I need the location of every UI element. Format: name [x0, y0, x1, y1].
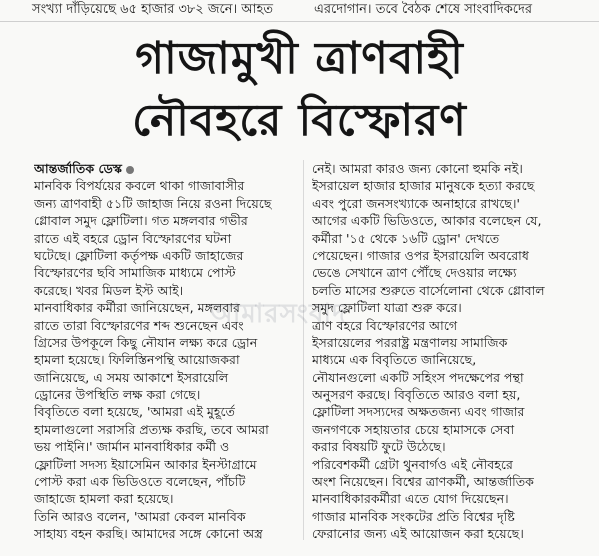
- article-line: আগের একটি ভিডিওতে, আকার বলেছেন যে,: [312, 213, 542, 229]
- top-strip-left-text: সংখ্যা দাঁড়িয়েছে ৬৫ হাজার ৩৮২ জনে। আহত: [32, 2, 274, 17]
- article-line: জনগণকে সহায়তার চেয়ে হামাসকে সেবা: [312, 421, 515, 437]
- watermark: আমারসংবাদ: [210, 299, 347, 329]
- article-line: গ্রিসের উপকূলে কিছু নৌযান লক্ষ্য করে ড্রোন: [34, 334, 258, 350]
- article-line: মানবিক বিপর্যয়ের কবলে থাকা গাজাবাসীর: [34, 178, 245, 194]
- article-line: করার বিষয়টি ফুটে উঠেছে।: [312, 439, 446, 455]
- article-line: তিনি আরও বলেন, 'আমরা কেবল মানবিক: [34, 508, 246, 524]
- headline: [0, 28, 599, 152]
- article-line: মানবাধিকার কর্মীরা জানিয়েছেন, মঙ্গলবার: [34, 300, 240, 316]
- article-line: ভয় পাইনি।' জার্মান মানবাধিকার কর্মী ও: [34, 439, 230, 455]
- article-line: ঘটেছে। ফ্লোটিলা কর্তৃপক্ষ একটি জাহাজের: [34, 247, 244, 263]
- article-line: ফ্লোটিলা সদস্য ইয়াসেমিন আকার ইনস্টাগ্রামে: [34, 456, 257, 472]
- article-line: ফেরানোর জন্য এই আয়োজন করা হয়েছে।: [312, 526, 524, 542]
- byline: আন্তর্জাতিক ডেস্ক: [34, 161, 122, 176]
- article-line: হামলা হয়েছে। ফিলিস্তিনপন্থি আয়োজকরা: [34, 352, 240, 368]
- article-line: গ্লোবাল সমুদ ফ্লোটিলা। গত মঙ্গলবার গভীর: [34, 213, 248, 229]
- article-left-column: [34, 160, 296, 543]
- article-line: জন্য ত্রাণবাহী ৫১টি জাহাজ নিয়ে রওনা দিয়েছে: [34, 195, 272, 211]
- article-line: ভেঙে সেখানে ত্রাণ পৌঁছে দেওয়ার লক্ষ্যে: [312, 265, 517, 281]
- article-line: জানিয়েছে, এ সময় আকাশে ইসরায়েলি: [34, 369, 229, 385]
- article-line: বিস্ফোরণের ছবি সামাজিক মাধ্যমে পোস্ট: [34, 265, 236, 281]
- article-line: ইসরায়েলের পররাষ্ট্র মন্ত্রণালয় সামাজিক: [312, 334, 508, 350]
- article-line: মাধ্যমে এক বিবৃতিতে জানিয়েছে,: [312, 352, 477, 368]
- article-line: এবং পুরো জনসংখ্যাকে অনাহারে রাখছে।': [312, 195, 521, 211]
- article-line: চলতি মাসের শুরুতে বার্সেলোনা থেকে গ্লোবাল: [312, 282, 545, 298]
- article-line: জাহাজে হামলা করা হয়েছে।: [34, 491, 174, 507]
- article-line: নৌযানগুলো একটি সহিংস পদক্ষেপের পন্থা: [312, 369, 524, 385]
- article-line: রাতে এই বহরে ড্রোন বিস্ফোরণের ঘটনা: [34, 230, 232, 246]
- article-line: ফ্লোটিলা সদস্যদের অক্ষতজন্য এবং গাজার: [312, 404, 525, 420]
- article-line: বিবৃতিতে বলা হয়েছে, 'আমরা এই মুহূর্তে: [34, 404, 236, 420]
- article-line: সাহায্য বহন করছি। আমাদের সঙ্গে কোনো অস্ত্র: [34, 526, 263, 542]
- article-line: নেই। আমরা কারও জন্য কোনো হুমকি নই।: [312, 161, 523, 176]
- article-line: রাতে তারা বিস্ফোরণের শব্দ শুনেছেন এবং: [34, 317, 244, 333]
- article-line: গাজার মানবিক সংকটের প্রতি বিশ্বের দৃষ্টি: [312, 508, 515, 524]
- article-line: পেয়েছেন। গাজার ওপর ইসরায়েলি অবরোধ: [312, 247, 529, 263]
- article-line: কর্মীরা '১৫ থেকে ১৬টি ড্রোন' দেখতে: [312, 230, 500, 246]
- article-line: করেছে। খবর মিডল ইস্ট আই।: [34, 282, 184, 298]
- byline-row: [34, 160, 296, 177]
- article-line: ত্রাণ বহরে বিস্ফোরণের আগে: [312, 317, 458, 333]
- bullet-dot-icon: [126, 166, 134, 174]
- article-line: পরিবেশকর্মী গ্রেটা থুনবার্গও এই নৌবহরে: [312, 456, 513, 472]
- article-line: সমুদ ফ্লোটিলা যাত্রা শুরু করে।: [312, 300, 462, 316]
- article-line: মানবাধিকারকর্মীরা এতে যোগ দিয়েছেন।: [312, 491, 509, 507]
- top-strip-right-text: এরদোগান। তবে বৈঠক শেষে সাংবাদিকদের: [314, 2, 533, 17]
- column-divider: [303, 160, 304, 540]
- headline-line-2: নৌবহরে বিস্ফোরণ: [132, 95, 467, 146]
- article-line: ড্রোনের উপস্থিতি লক্ষ করা গেছে।: [34, 387, 201, 403]
- article-line: ইসরায়েল হাজার হাজার মানুষকে হত্যা করছে: [312, 178, 535, 194]
- article-right-column: [312, 160, 582, 543]
- top-divider: [0, 21, 599, 22]
- article-line: অনুসরণ করছে। বিবৃতিতে আরও বলা হয়,: [312, 387, 521, 403]
- headline-line-1: গাজামুখী ত্রাণবাহী: [135, 33, 464, 84]
- article-line: হামলাগুলো সরাসরি প্রত্যক্ষ করছি, তবে আমরা: [34, 421, 269, 437]
- article-line: পোস্ট করা এক ভিডিওতে বলেছেন, পাঁচটি: [34, 474, 246, 490]
- article-line: অংশ নিয়েছেন। বিশ্বের ত্রাণকর্মী, আন্তর্জাতিক: [312, 474, 534, 490]
